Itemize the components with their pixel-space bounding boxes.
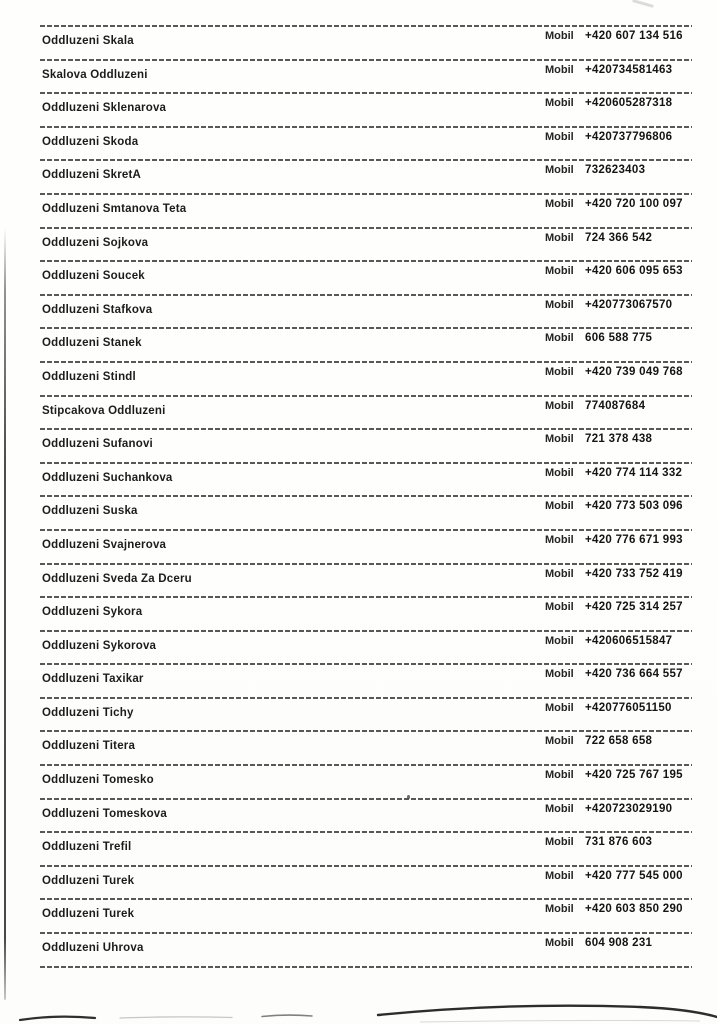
phone-number: +420 720 100 097 [585, 197, 683, 210]
phone-number: +420737796806 [585, 130, 673, 143]
contact-name: Oddluzeni Uhrova [42, 942, 144, 955]
contact-name: Oddluzeni SkretA [42, 169, 142, 182]
mobile-label: Mobil [545, 63, 574, 76]
row-separator-line [40, 59, 692, 61]
scan-left-edge-line [4, 228, 6, 1000]
contact-name: Oddluzeni Sklenarova [42, 102, 167, 115]
mobile-label: Mobil [545, 332, 574, 345]
contact-name: Oddluzeni Sykora [42, 606, 143, 619]
contact-name: Oddluzeni Svajnerova [42, 538, 167, 551]
phone-number: 721 378 438 [585, 433, 653, 446]
mobile-label: Mobil [545, 298, 574, 311]
phone-number: +420776051150 [585, 701, 672, 714]
phone-number: +420 739 049 768 [585, 365, 683, 378]
contact-row [40, 563, 692, 597]
row-separator-line [40, 428, 692, 430]
row-separator-line [40, 495, 692, 497]
row-separator-line [40, 462, 692, 464]
phone-number: 722 658 658 [585, 735, 653, 748]
phone-number: 606 588 775 [585, 332, 653, 345]
contact-row [40, 831, 692, 865]
contact-row [40, 462, 692, 496]
row-separator-line [40, 193, 692, 195]
row-separator-line [40, 898, 692, 900]
contact-row [40, 59, 692, 93]
contact-row [40, 764, 692, 798]
contact-name: Oddluzeni Trefil [42, 841, 132, 854]
phone-number: +420 776 671 993 [585, 533, 683, 546]
contact-row [40, 159, 692, 193]
phone-number: +420773067570 [585, 298, 673, 311]
row-separator-line [40, 831, 692, 833]
phone-number: +420 736 664 557 [585, 668, 683, 681]
phone-number: +420 773 503 096 [585, 500, 683, 513]
contact-name: Oddluzeni Sveda Za Dceru [42, 572, 192, 585]
contact-name: Oddluzeni Turek [42, 874, 135, 887]
phone-number: +420605287318 [585, 97, 673, 110]
phone-number: +420 725 767 195 [585, 769, 683, 782]
contact-name: Oddluzeni Titera [42, 740, 136, 753]
contact-name: Oddluzeni Stanek [42, 337, 142, 350]
mobile-label: Mobil [545, 500, 574, 513]
phone-number: 604 908 231 [585, 937, 653, 950]
contact-name: Oddluzeni Stindl [42, 370, 136, 383]
contact-row [40, 294, 692, 328]
contact-row [40, 495, 692, 529]
contact-name: Oddluzeni Soucek [42, 270, 145, 283]
row-separator-line [40, 159, 692, 161]
contact-name: Oddluzeni Sojkova [42, 236, 149, 249]
contact-row [40, 327, 692, 361]
mobile-label: Mobil [545, 164, 574, 177]
mobile-label: Mobil [545, 97, 574, 110]
mobile-label: Mobil [545, 668, 574, 681]
mobile-label: Mobil [545, 399, 574, 412]
row-separator-line [40, 294, 692, 296]
mobile-label: Mobil [545, 769, 574, 782]
row-separator-line [40, 227, 692, 229]
phone-number: +420 606 095 653 [585, 265, 683, 278]
contact-name: Oddluzeni Smtanova Teta [42, 202, 187, 215]
row-separator-line [40, 730, 692, 732]
contact-row [40, 730, 692, 764]
phone-number: +420723029190 [585, 802, 673, 815]
phone-number: +420734581463 [585, 63, 673, 76]
mobile-label: Mobil [545, 197, 574, 210]
contact-row [40, 596, 692, 630]
phone-number: 732623403 [585, 164, 646, 177]
contact-row [40, 865, 692, 899]
mobile-label: Mobil [545, 701, 574, 714]
row-separator-line [40, 764, 692, 766]
phone-number: 724 366 542 [585, 231, 653, 244]
mobile-label: Mobil [545, 130, 574, 143]
contact-name: Skalova Oddluzeni [42, 68, 148, 81]
contact-name: Oddluzeni Stafkova [42, 303, 153, 316]
phone-number: +420 733 752 419 [585, 567, 683, 580]
row-separator-line [40, 865, 692, 867]
scan-smudge-top [632, 0, 654, 8]
row-separator-line [40, 529, 692, 531]
row-separator-line [40, 663, 692, 665]
mobile-label: Mobil [545, 533, 574, 546]
contact-row [40, 798, 692, 832]
mobile-label: Mobil [545, 903, 574, 916]
phone-number: +420 774 114 332 [585, 466, 683, 479]
contact-row [40, 227, 692, 261]
contact-row [40, 630, 692, 664]
phone-number: +420 603 850 290 [585, 903, 683, 916]
contact-name: Oddluzeni Skoda [42, 135, 139, 148]
contact-name: Oddluzeni Suska [42, 505, 138, 518]
row-separator-line [40, 260, 692, 262]
row-separator-line [40, 596, 692, 598]
contact-name: Stipcakova Oddluzeni [42, 404, 166, 417]
mobile-label: Mobil [545, 466, 574, 479]
phone-number: +420 607 134 516 [585, 30, 683, 42]
phone-number: +420606515847 [585, 634, 673, 647]
mobile-label: Mobil [545, 30, 574, 42]
mobile-label: Mobil [545, 567, 574, 580]
contact-row [40, 932, 692, 966]
row-separator-line [40, 563, 692, 565]
contact-row [40, 126, 692, 160]
contact-row [40, 663, 692, 697]
row-separator-line [40, 327, 692, 329]
row-separator-line [40, 798, 692, 800]
row-separator-line [40, 630, 692, 632]
contact-row [40, 361, 692, 395]
scan-speck [407, 795, 410, 799]
contact-name: Oddluzeni Taxikar [42, 673, 144, 686]
mobile-label: Mobil [545, 869, 574, 882]
scan-bottom-page-edge [0, 994, 717, 1024]
mobile-label: Mobil [545, 265, 574, 278]
row-separator-line [40, 92, 692, 94]
contact-row [40, 697, 692, 731]
contact-name: Oddluzeni Skala [42, 35, 134, 47]
contact-row [40, 260, 692, 294]
contact-name: Oddluzeni Sufanovi [42, 438, 153, 451]
mobile-label: Mobil [545, 836, 574, 849]
contact-name: Oddluzeni Suchankova [42, 471, 173, 484]
mobile-label: Mobil [545, 937, 574, 950]
contact-row [40, 529, 692, 563]
contact-name: Oddluzeni Turek [42, 908, 135, 921]
row-separator-line [40, 126, 692, 128]
phone-number: 774087684 [585, 399, 646, 412]
contact-name: Oddluzeni Tomeskova [42, 807, 167, 820]
contact-row [40, 428, 692, 462]
row-separator-line [40, 932, 692, 934]
mobile-label: Mobil [545, 634, 574, 647]
contact-row [40, 92, 692, 126]
contact-row [40, 395, 692, 429]
phone-number: +420 725 314 257 [585, 601, 683, 614]
row-separator-line [40, 395, 692, 397]
list-end-separator-line [40, 966, 692, 968]
contact-name: Oddluzeni Tomesko [42, 774, 154, 787]
mobile-label: Mobil [545, 601, 574, 614]
mobile-label: Mobil [545, 735, 574, 748]
contact-name: Oddluzeni Sykorova [42, 639, 157, 652]
row-separator-line [40, 25, 692, 27]
mobile-label: Mobil [545, 365, 574, 378]
phone-number: +420 777 545 000 [585, 869, 683, 882]
contact-row [40, 898, 692, 932]
mobile-label: Mobil [545, 433, 574, 446]
mobile-label: Mobil [545, 802, 574, 815]
row-separator-line [40, 361, 692, 363]
contact-list [40, 25, 692, 968]
phone-number: 731 876 603 [585, 836, 653, 849]
mobile-label: Mobil [545, 231, 574, 244]
row-separator-line [40, 697, 692, 699]
contact-name: Oddluzeni Tichy [42, 706, 134, 719]
contact-row [40, 193, 692, 227]
contact-row [40, 25, 692, 59]
